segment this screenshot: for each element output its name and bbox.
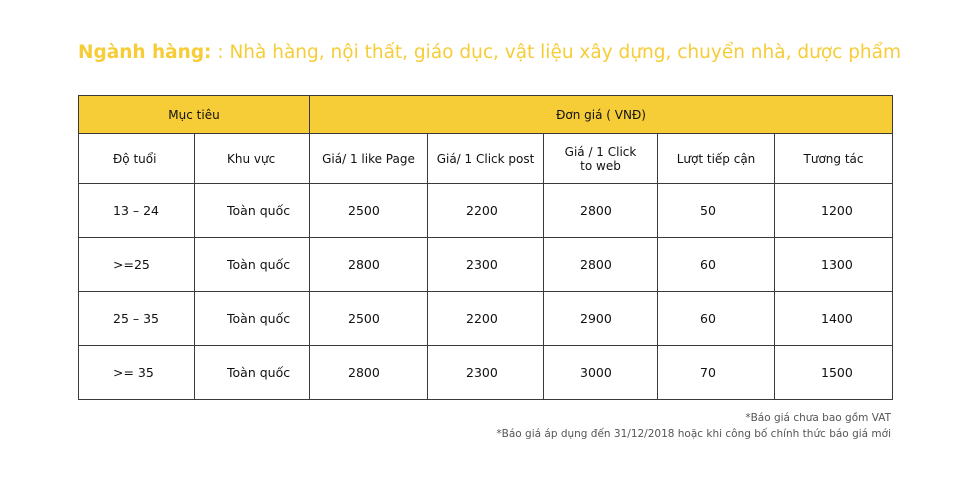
column-header-row	[79, 134, 893, 184]
cell-engagement: 1200	[775, 184, 893, 238]
cell-price-click-post: 2200	[428, 292, 544, 346]
table-row	[79, 184, 893, 238]
cell-price-click-post: 2200	[428, 184, 544, 238]
table-row	[79, 238, 893, 292]
cell-price-click-web: 2800	[544, 238, 658, 292]
cell-region: Toàn quốc	[195, 346, 310, 400]
target-group-header: Mục tiêu	[79, 96, 310, 134]
cell-price-click-web: 2800	[544, 184, 658, 238]
price-group-header: Đơn giá ( VNĐ)	[310, 96, 893, 134]
industry-heading-text: : Nhà hàng, nội thất, giáo dục, vật liệu xây dựng, chuyển nhà, dược phẩm	[211, 42, 902, 63]
table-row	[79, 346, 893, 400]
column-header-reach: Lượt tiếp cận	[658, 134, 775, 184]
column-header-region: Khu vực	[195, 134, 310, 184]
cell-region: Toàn quốc	[195, 292, 310, 346]
cell-age: 25 – 35	[79, 292, 195, 346]
column-header-engagement: Tương tác	[775, 134, 893, 184]
cell-price-click-web: 3000	[544, 346, 658, 400]
cell-price-click-post: 2300	[428, 346, 544, 400]
price-notes	[496, 410, 891, 442]
industry-heading-label: Ngành hàng:	[78, 42, 212, 63]
cell-engagement: 1300	[775, 238, 893, 292]
cell-price-like: 2500	[310, 292, 428, 346]
cell-engagement: 1500	[775, 346, 893, 400]
cell-price-like: 2800	[310, 346, 428, 400]
cell-reach: 50	[658, 184, 775, 238]
note-validity: *Báo giá áp dụng đến 31/12/2018 hoặc khi công bố chính thức báo giá mới	[496, 428, 891, 440]
cell-reach: 60	[658, 292, 775, 346]
table-row	[79, 292, 893, 346]
cell-region: Toàn quốc	[195, 238, 310, 292]
cell-region: Toàn quốc	[195, 184, 310, 238]
column-header-age: Độ tuổi	[79, 134, 195, 184]
cell-price-like: 2800	[310, 238, 428, 292]
cell-reach: 60	[658, 238, 775, 292]
cell-price-click-post: 2300	[428, 238, 544, 292]
note-vat: *Báo giá chưa bao gồm VAT	[745, 412, 891, 424]
cell-reach: 70	[658, 346, 775, 400]
column-header-price-click-web: Giá / 1 Click to web	[544, 134, 658, 184]
cell-age: >= 35	[79, 346, 195, 400]
industry-heading	[78, 42, 901, 63]
column-header-price-click-post: Giá/ 1 Click post	[428, 134, 544, 184]
group-header-row	[79, 96, 893, 134]
cell-price-click-web: 2900	[544, 292, 658, 346]
price-table	[78, 95, 893, 400]
column-header-price-like: Giá/ 1 like Page	[310, 134, 428, 184]
cell-engagement: 1400	[775, 292, 893, 346]
cell-age: 13 – 24	[79, 184, 195, 238]
cell-price-like: 2500	[310, 184, 428, 238]
cell-age: >=25	[79, 238, 195, 292]
